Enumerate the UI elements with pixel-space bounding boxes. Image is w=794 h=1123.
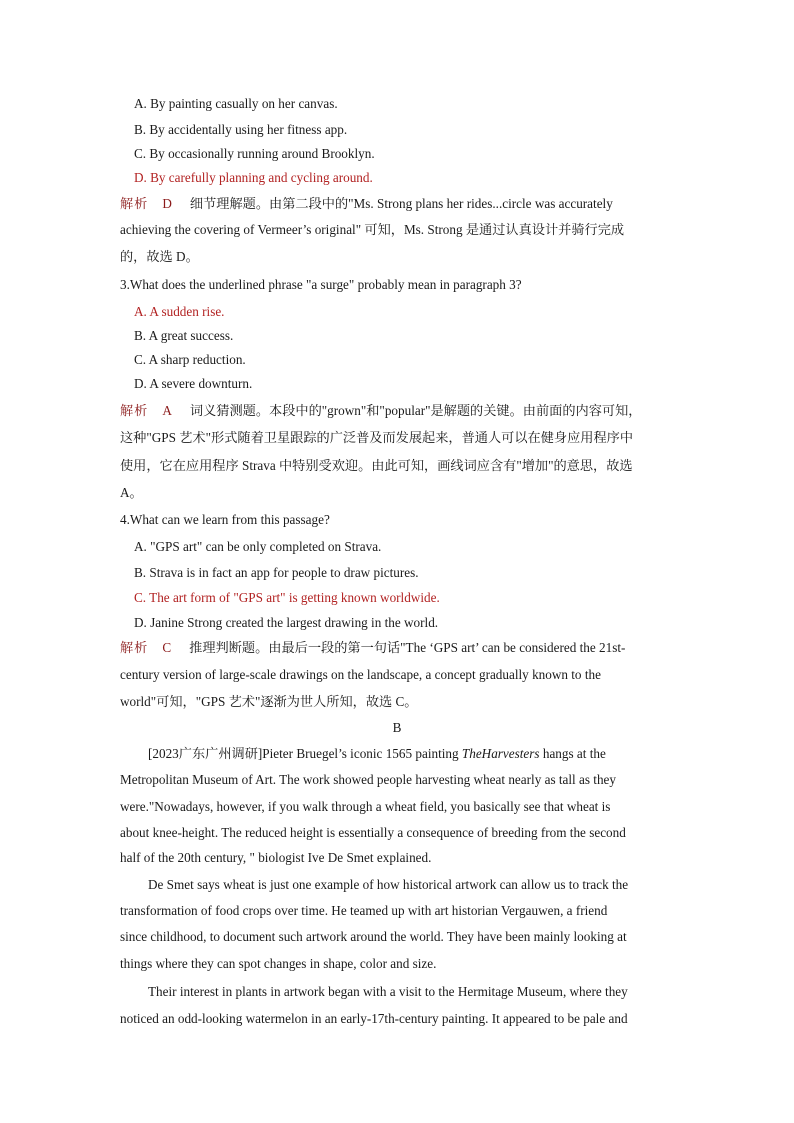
- q2-option-b: B. By accidentally using her fitness app.: [134, 122, 348, 137]
- q3-analysis-line-4: A。: [120, 485, 143, 500]
- analysis-tag: 解析: [120, 196, 149, 211]
- q2-option-c: C. By occasionally running around Brooklyn.: [134, 146, 375, 161]
- passage-p2-line-4: things where they can spot changes in shape, color and size.: [120, 956, 437, 971]
- q4-option-d: D. Janine Strong created the largest drawing in the world.: [134, 615, 439, 630]
- q4-question: 4.What can we learn from this passage?: [120, 512, 330, 527]
- q3-option-c: C. A sharp reduction.: [134, 352, 246, 367]
- q2-analysis-line-1: 解析 D 细节理解题。由第二段中的"Ms. Strong plans her rides...circle was accurately: [120, 196, 613, 211]
- q4-analysis-line-2: century version of large-scale drawings on the landscape, a concept gradually known to the: [120, 667, 601, 682]
- q2-analysis-line-2: achieving the covering of Vermeer’s original" 可知，Ms. Strong 是通过认真设计并骑行完成: [120, 222, 625, 237]
- passage-p1-line-1: [2023广东广州调研]Pieter Bruegel’s iconic 1565 painting TheHarvesters hangs at the: [148, 746, 606, 761]
- q3-analysis-line-2: 这种"GPS 艺术"形式随着卫星跟踪的广泛普及而发展起来，普通人可以在健身应用程序中: [120, 430, 634, 445]
- q4-analysis-line-3: world"可知，"GPS 艺术"逐渐为世人所知，故选 C。: [120, 694, 418, 709]
- answer-letter: C: [162, 640, 172, 655]
- q3-option-b: B. A great success.: [134, 328, 234, 343]
- q2-analysis-line-3: 的，故选 D。: [120, 249, 199, 264]
- passage-p2-line-2: transformation of food crops over time. He teamed up with art historian Vergauwen, a friend: [120, 903, 608, 918]
- passage-p3-line-1: Their interest in plants in artwork began with a visit to the Hermitage Museum, where they: [148, 984, 628, 999]
- q3-option-a-correct: A. A sudden rise.: [134, 304, 225, 319]
- q2-option-a: A. By painting casually on her canvas.: [134, 96, 338, 111]
- passage-p2-line-3: since childhood, to document such artwork around the world. They have been mainly looking at: [120, 929, 627, 944]
- q4-option-a: A. "GPS art" can be only completed on Strava.: [134, 539, 382, 554]
- section-heading: B: [392, 720, 402, 735]
- q4-option-b: B. Strava is in fact an app for people to draw pictures.: [134, 565, 419, 580]
- q2-option-d-correct: D. By carefully planning and cycling around.: [134, 170, 373, 185]
- passage-p1-line-3: were."Nowadays, however, if you walk through a wheat field, you basically see that wheat is: [120, 799, 611, 814]
- q3-analysis-line-3: 使用，它在应用程序 Strava 中特别受欢迎。由此可知，画线词应含有"增加"的意思，故选: [120, 458, 633, 473]
- analysis-tag: 解析: [120, 640, 149, 655]
- answer-letter: A: [162, 403, 172, 418]
- passage-p3-line-2: noticed an odd-looking watermelon in an early-17th-century painting. It appeared to be pale and: [120, 1011, 628, 1026]
- passage-p1-line-5: half of the 20th century, " biologist Ive De Smet explained.: [120, 850, 432, 865]
- q4-analysis-line-1: 解析 C 推理判断题。由最后一段的第一句话"The ‘GPS art’ can be considered the 21st-: [120, 640, 626, 655]
- q4-option-c-correct: C. The art form of "GPS art" is getting known worldwide.: [134, 590, 440, 605]
- passage-p1-line-2: Metropolitan Museum of Art. The work showed people harvesting wheat nearly as tall as they: [120, 772, 616, 787]
- q3-analysis-line-1: 解析 A 词义猜测题。本段中的"grown"和"popular"是解题的关键。由前面的内容可知，: [120, 403, 642, 418]
- passage-p2-line-1: De Smet says wheat is just one example of how historical artwork can allow us to track the: [148, 877, 629, 892]
- answer-letter: D: [162, 196, 172, 211]
- analysis-tag: 解析: [120, 403, 149, 418]
- painting-title: TheHarvesters: [461, 746, 540, 761]
- q3-question: 3.What does the underlined phrase "a surge" probably mean in paragraph 3?: [120, 277, 522, 292]
- q3-option-d: D. A severe downturn.: [134, 376, 253, 391]
- passage-p1-line-4: about knee-height. The reduced height is essentially a consequence of breeding from the second: [120, 825, 626, 840]
